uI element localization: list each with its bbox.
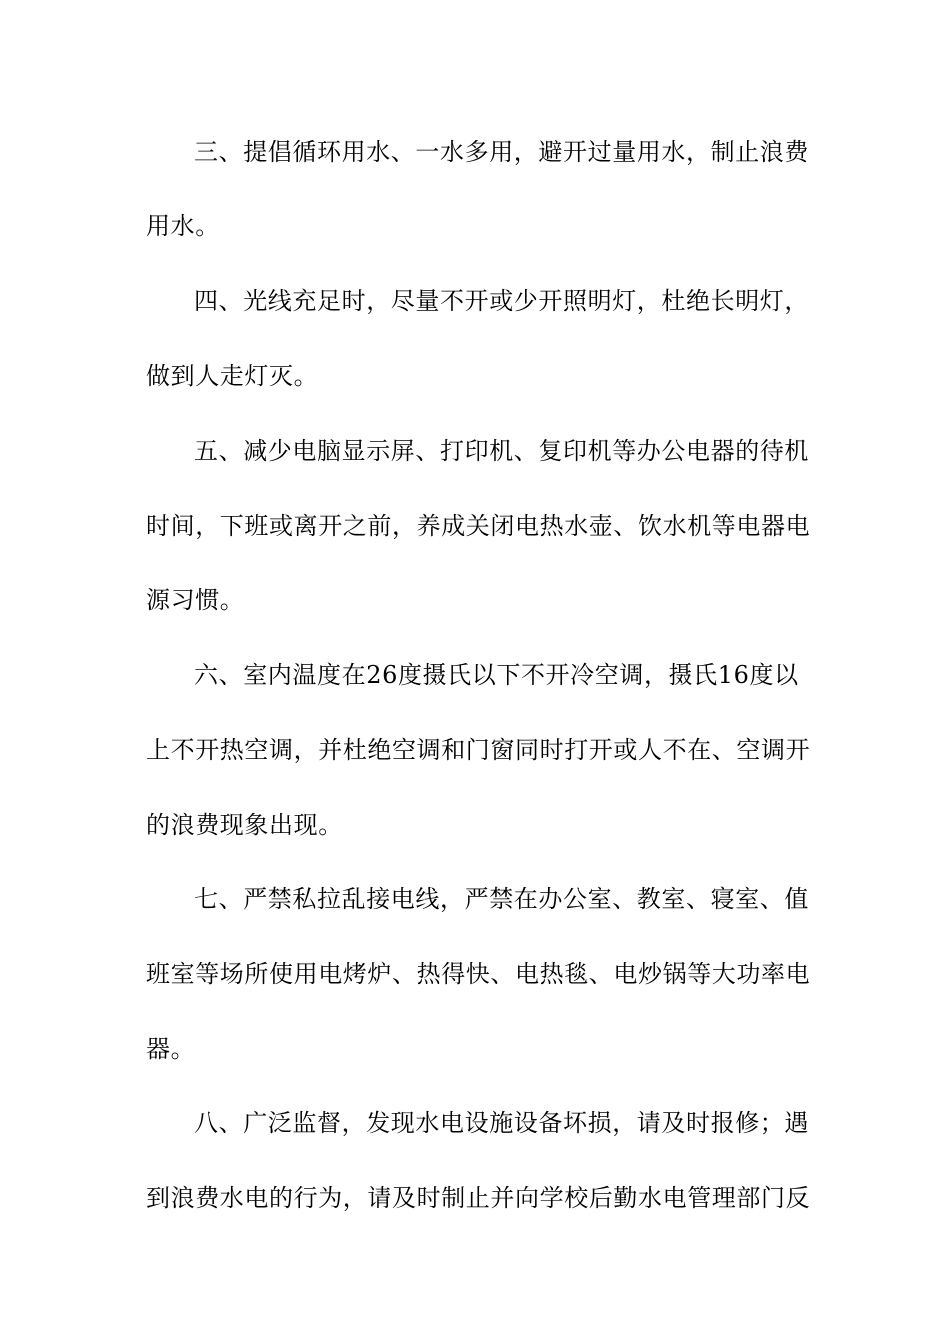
paragraph-5-line-3: 源习惯。: [146, 586, 245, 614]
paragraph-3-line-1: 三、提倡循环用水、一水多用，避开过量用水，制止浪费: [194, 138, 809, 166]
paragraph-8-line-2: 到浪费水电的行为，请及时制止并向学校后勤水电管理部门反: [146, 1184, 811, 1212]
paragraph-7-line-3: 器。: [146, 1035, 196, 1063]
paragraph-4-line-2: 做到人走灯灭。: [146, 362, 319, 390]
paragraph-5-line-2: 时间，下班或离开之前，养成关闭电热水壶、饮水机等电器电: [146, 512, 811, 540]
paragraph-6-line-3: 的浪费现象出现。: [146, 811, 343, 839]
paragraph-7-line-2: 班室等场所使用电烤炉、热得快、电热毯、电炒锅等大功率电: [146, 960, 811, 988]
paragraph-6-line-1: 六、室内温度在26度摄氏以下不开冷空调，摄氏16度以: [194, 661, 799, 689]
paragraph-3-line-2: 用水。: [146, 212, 220, 240]
paragraph-5-line-1: 五、减少电脑显示屏、打印机、复印机等办公电器的待机: [194, 437, 809, 465]
paragraph-8-line-1: 八、广泛监督，发现水电设施设备坏损，请及时报修；遇: [194, 1109, 809, 1137]
paragraph-4-line-1: 四、光线充足时，尽量不开或少开照明灯，杜绝长明灯，: [194, 287, 809, 315]
paragraph-7-line-1: 七、严禁私拉乱接电线，严禁在办公室、教室、寝室、值: [194, 885, 809, 913]
paragraph-6-line-2: 上不开热空调，并杜绝空调和门窗同时打开或人不在、空调开: [146, 736, 811, 764]
